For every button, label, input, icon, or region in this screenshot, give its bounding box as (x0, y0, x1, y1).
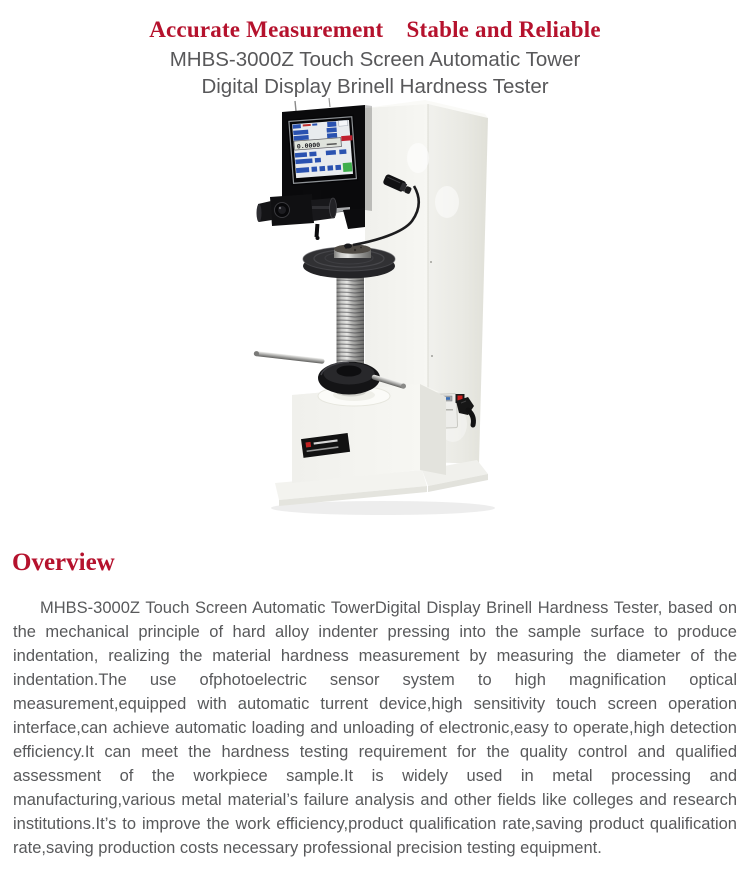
subtitle-line-1: MHBS-3000Z Touch Screen Automatic Tower (169, 48, 581, 71)
subtitle-line-2: Digital Display Brinell Hardness Tester (201, 74, 549, 98)
screen-green-button (343, 162, 353, 172)
page-title: Accurate Measurement Stable and Reliable (149, 17, 601, 42)
brand-logo-mark (306, 442, 312, 448)
product-photo (215, 94, 535, 526)
touch-screen (287, 115, 359, 186)
overview-heading: Overview (12, 549, 115, 576)
hardness-tester-illustration (215, 94, 535, 526)
lcd-value: 0.0000 (296, 141, 321, 151)
wire-tick-right (329, 98, 330, 107)
wire-tick-left (295, 101, 296, 111)
indenter-housing (343, 208, 365, 229)
elevating-screw (337, 277, 365, 371)
product-subtitle (0, 47, 750, 100)
specimen (334, 244, 371, 258)
base-box (292, 384, 446, 483)
wheel-handle-left (254, 351, 325, 364)
overview-paragraph: MHBS-3000Z Touch Screen Automatic TowerDigital Display Brinell Hardness Tester, based on the mechanical principle of hard alloy indenter pressing into the sample surface to produce indentation, realizing the material hardness measurement by measuring the diameter of the indentation.The use ofphotoelectric sensor system to high magnification optical measurement,equipped with automatic turrent device,high sensitivity touch screen operation interface,can achieve automatic loading and unloading of electronic,easy to operate,high detection efficiency.It can meet the hardness testing requirement for the quality control and qualified assessment of the workpiece sample.It is widely used in metal processing and manufacturing,various metal material’s failure analysis and other fields like colleges and research institutions.It’s to improve the work efficiency,product qualification rate,saving product qualification rate,saving production costs necessary professional precision testing equipment. (13, 599, 737, 857)
